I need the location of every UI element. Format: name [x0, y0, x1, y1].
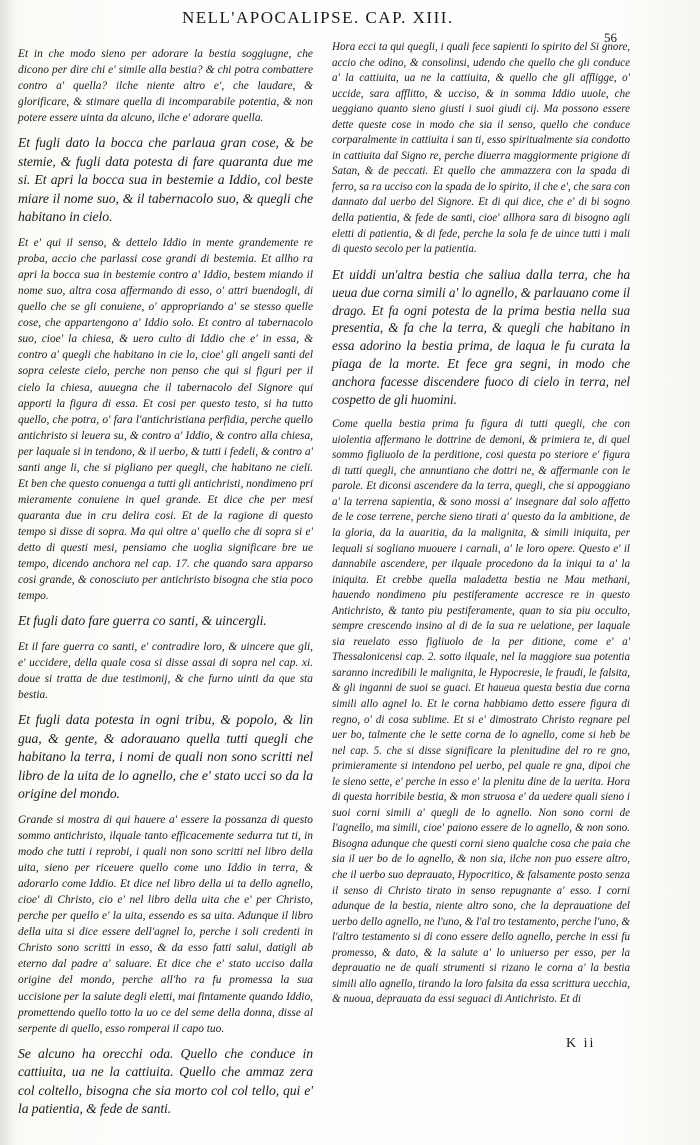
- scripture-lemma: Se alcuno ha orecchi oda. Quello che conduce in cattiuita, ua ne la cattiuita. Quello che ammaz zera col coltello, bisogna che sia morto col col tello, qui e' la patientia, & fede de santi.: [18, 1045, 313, 1117]
- scripture-lemma: Et uiddi un'altra bestia che saliua dalla terra, che ha ueua due corna simili a' lo agnello, & parlauano come il drago. Et fa ogni potesta de la prima bestia nella sua presentia, & fa che la terra, & quegli che habitano in essa adorino la bestia prima, de laqua le fu curata la piaga de la morte. Et fece gra segni, in modo che anchora facesse discendere fuoco di cielo in terra, nel cospetto de gli huomini.: [332, 266, 630, 408]
- scripture-lemma: Et fugli data potesta in ogni tribu, & popolo, & lin gua, & gente, & adorauano quella tutti quegli che habitano la terra, i nomi de quali non sono scritti nel libro de la uita de lo agnello, che e' stato ucci so da la origine del mondo.: [18, 712, 313, 802]
- folio-number: 56: [604, 30, 617, 45]
- right-column: [332, 40, 630, 1016]
- left-column: [18, 46, 313, 1127]
- running-head: NELL'APOCALIPSE. CAP. XIII.: [182, 8, 454, 27]
- scripture-lemma: Et fugli dato la bocca che parlaua gran cose, & be stemie, & fugli data potesta di fare quaranta due me si. Et apri la bocca sua in bestemie a Iddio, col beste miare il nome suo, & il tabernacolo suo, & quegli che habitano in cielo.: [18, 135, 313, 225]
- commentary-paragraph: Et il fare guerra co santi, e' contradire loro, & uincere que gli, e' uccidere, della quale cosa si disse assai di sopra nel cap. xi. doue si tratta de due testimonij, & che furno uinti da que sta bestia.: [18, 640, 313, 702]
- commentary-paragraph: Grande si mostra di qui hauere a' essere la possanza di questo sommo antichristo, ilquale tanto efficacemente sedurra tut ti, in modo che tutti i reprobi, i quali non sono scritti nel libro della uita, sieno per riceuere quello come uno Iddio in terra, & adorarlo come Iddio. Et dice nel libro della ui ta dello agnello, cioe' di Christo, cio e' nel libro della uita che e' per Christo, perche per quello e' la uita, essendo es sa uita. Adunque il libro della uita si dice essere dell'agnel lo, perche i soli credenti in Christo sono scritti in esso, & da esso fatti salui, datigli ab eterno dal padre a' saluare. Et dice che e' stato ucciso dalla origine del mondo, perche all'ho ra fu promessa la sua uccisione per la salute degli eletti, mai fintamente quando Iddio, promettendo quello totto la uo ce del seme della donna, disse al serpente di quello, esso romperai il capo tuo.: [18, 813, 313, 1035]
- commentary-paragraph: Hora ecci ta qui quegli, i quali fece sapienti lo spirito del Si gnore, accio che odino, & consolinsi, udendo che quello che gli conduce a' la cattiuita, ua ne la cattiuita, & quello che gli affligge, o' uccide, sara afflitto, & ucciso, & in somma Iddio uuole, che ueggiano quanto sieno giusti i suoi giudi cij. Ma possono essere dette queste cose in modo che sia il senso, quello che conduce corparalmente in cattiuita i san ti, esso spiritualmente sia condotto in cattiuita dal Signo re, perche diuerra maggiormente prigione di Satan, & de peccati. Et quello che ammazzera con la spada di ferro, sa ra ucciso con la spada de lo spirito, il che e', che sara con dannato dal uerbo del Signore. Et di qui dice, che e' di bi sogno della patientia, & fede de santi, cioe' allhora sara di bisogno agli eletti di patientia, & di fede, perche la sola fe de uince tutti i mali di questo secolo per la patientia.: [332, 41, 630, 256]
- gutter-shadow: [0, 0, 14, 1145]
- commentary-paragraph: Come quella bestia prima fu figura di tutti quegli, che con uiolentia affermano le dottrine de demoni, & primiera te, di quel sommo figliuolo de la perditione, cosi questa po steriore e' figura di tutti quegli, che annuntiano che dottri ne, & affermanle con le parole. Et diconsi ascendere da la terra, quegli, che si appoggiano a' la terrena sapientia, & sono mossi a' insegnare dal solo affetto de le cose terrene, perche sieno tirati a' questo da la ambitione, de la gloria, da la auaritia, da la malignita, & simili iniquita, per lequali si sogliano muouere i carnali, a' le loro opere. Questo e' il dannabile ascendere, per ilquale procedono da la iniqui ta a' la iniquita. Et crebbe quella maladetta bestia ne Mau methani, hauendo nondimeno piu pestiferamente accresce re in questo Antichristo, & tanto piu pestiferamente, quan to sia piu occulto, sempre crescendo insino al di de la sua re uelatione, per laquale sia reuelato esso figliuolo de la per ditione, come e' a' Thessalonicensi cap. 2. sotto ilquale, nel la maggiore sua potentia saranno incredibili le malignita, le Hypocresie, le fraudi, le falsita, & gli inganni de suoi se guaci. Et haueua questa bestia due corna simili allo agnel lo. Et le corna habbiamo detto essere figura di regno, o' di cosa sublime. Et si e' dimostrato Christo regnare pel uer bo, talmente che le sette corna de lo agnello, come si heb be nel cap. 5. che si disse significare la plenitudine del ro re gno, primieramente si intendono pel uerbo, pel quale re gna, dipoi che le sieno sette, e' perche in esso e' la plenitu dine de la uerita. Hora di questa horribile bestia, & mon struosa e' da uedere quali sieno i suoi corni simili a' quegli de lo agnello. Non sono corni de l'agnello, ma simili, cioe' paiono essere de lo agnello, & non sono. Bisogna adunque che questi corni sieno qualche cosa che paia che sia il uer bo de lo agnello, & non sia, ilche non puo essere altro, che il uerbo suo deprauato, Hypocritico, & falsamente posto senza il senso di Christo tirato in senso repugnante a' esso. I corni adunque de la bestia, niente altro sono, che la deprauatione del uerbo dello agnello, ne l'uno, & l'al tro testamento, perche l'uno, & l'altro testamento si di cono essere dello agnello, perche in essi fu promesso, & dato, & la salute a' lo uniuerso per esso, per la deprauatio ne de quali strumenti si rizano le corna a' la bestia simili allo agnello, tirando la loro falsita da essa scrittura uecchia, & nuoua, deprauata da essi seguaci di Antichristo. Et di: [332, 418, 630, 1006]
- commentary-paragraph: Et in che modo sieno per adorare la bestia soggiugne, che dicono per dire chi e' simile alla bestia? & chi potra combattere contro a' quella? ilche niente altro e', che laudare, & glorificare, & stimare quella di incomparabile potentia, & non potere essere uinta da alcuno, ilche e' adorare quella.: [18, 48, 313, 125]
- scripture-lemma: Et fugli dato fare guerra co santi, & uincergli.: [18, 613, 267, 629]
- signature-mark: K ii: [566, 1036, 596, 1051]
- commentary-paragraph: Et e' qui il senso, & dettelo Iddio in mente grandemente re proba, accio che parlassi cose grandi di bestemia. Et allho ra apri la bocca sua in bestemie contro a' Iddio, bestem miando il nome suo, altra cosa affermando di esso, o' attri buendogli, di quello che se gli conuiene, o' appropriando a' se stesso quelle cose, che appartengono a' Iddio solo. Et contro al tabernacolo suo, cioe' la chiesa, & uero culto di Iddio che e' in essa, & contro a' quegli che habitano in cie lo, cioe' gli angeli santi del sopra celeste cielo, perche non penso che qui si figuri per il cielo la chiesa, auuegna che il tabernacolo del Signore qui apporti la figura di essa. Et cosi per questo testo, si ha tutto quello, che potra, o' fara l'antichristiana perfidia, perche quello antichristo si leuera su, & contro a' Iddio, & contro alla chiesa, per laquale si in tendono, & il uerbo, & tutti i fedeli, & contro a' santi ange li, che si pigliano per quegli, che habitano ne cieli. Et ben che questo conuenga a tutti gli antichristi, nondimeno pri mieramente conuiene in quel grande. Et dice che per mesi quaranta due in cru delira cosi. Et de la ragione di questo tempo si disse di sopra. Ma qui oltre a' quello che di sopra si e' detto di questi mesi, pensiamo che uoglia significare bre ue tempo, dicendo anchora nel cap. 17. che quando sara apparso cosi grande, & conosciuto per antichristo bisogna che stia poco tempo.: [18, 236, 313, 603]
- page-header: [0, 8, 700, 30]
